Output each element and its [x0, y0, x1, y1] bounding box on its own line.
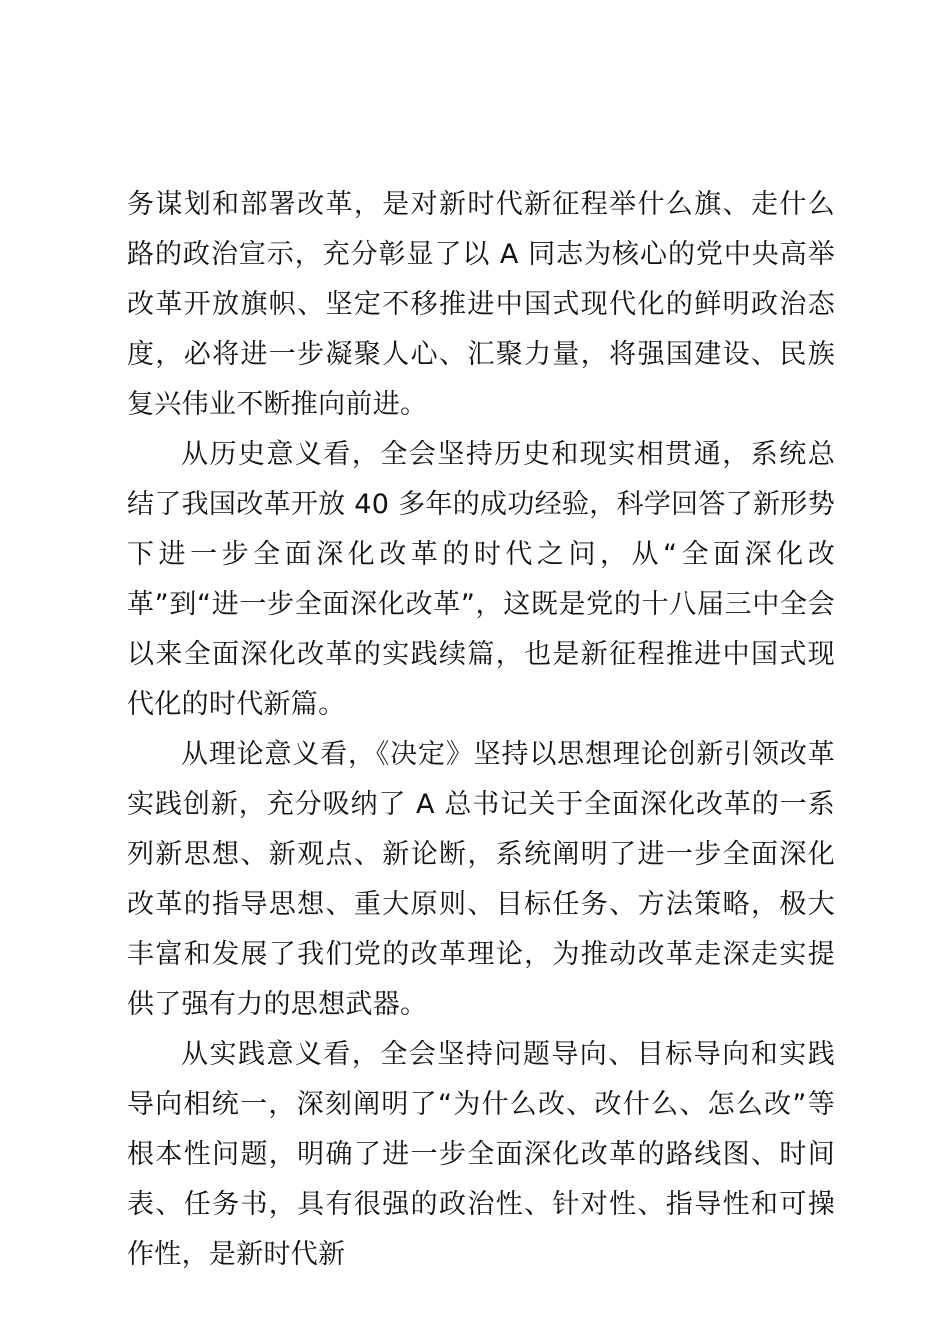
paragraph-historical-significance: 从历史意义看，全会坚持历史和现实相贯通，系统总结了我国改革开放 40 多年的成功经验，科学回答了新形势下进一步全面深化改革的时代之问，从“全面深化改革”到“进一步全面深化改革”，这既是党的十八届三中全会以来全面深化改革的实践续篇，也是新征程推进中国式现代化的时代新篇。	[127, 439, 835, 720]
paragraph-continuation: 务谋划和部署改革，是对新时代新征程举什么旗、走什么路的政治宣示，充分彰显了以 A 同志为核心的党中央高举改革开放旗帜、坚定不移推进中国式现代化的鲜明政治态度，必将进一步凝聚人心、汇聚力量，将强国建设、民族复兴伟业不断推向前进。	[127, 189, 835, 420]
document-body	[127, 180, 835, 1280]
paragraph-practical-significance: 从实践意义看，全会坚持问题导向、目标导向和实践导向相统一，深刻阐明了“为什么改、改什么、怎么改”等根本性问题，明确了进一步全面深化改革的路线图、时间表、任务书，具有很强的政治性、针对性、指导性和可操作性，是新时代新	[127, 1039, 835, 1270]
paragraph-theoretical-significance: 从理论意义看，《决定》坚持以思想理论创新引领改革实践创新，充分吸纳了 A 总书记关于全面深化改革的一系列新思想、新观点、新论断，系统阐明了进一步全面深化改革的指导思想、重大原则、目标任务、方法策略，极大丰富和发展了我们党的改革理论，为推动改革走深走实提供了强有力的思想武器。	[127, 739, 835, 1020]
